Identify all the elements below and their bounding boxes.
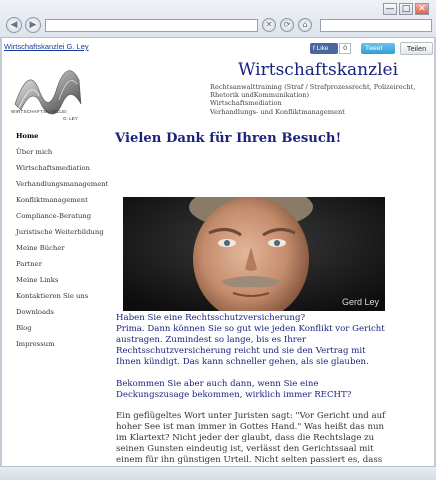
intro-paragraph [116,313,416,368]
browser-search-input[interactable] [320,19,432,32]
text-line: Bekommen Sie aber auch dann, wenn Sie eine [116,379,319,389]
text-line: Haben Sie eine Rechtsschutzversicherung? [116,313,306,323]
sidebar-item-wirtschaftsmediation[interactable]: Wirtschaftsmediation [16,164,90,172]
minimize-icon[interactable]: — [383,3,397,15]
share-button[interactable]: Teilen [400,42,433,55]
site-link[interactable]: Wirtschaftskanzlei G. Ley [4,42,89,51]
sidebar-item-meine-buecher[interactable]: Meine Bücher [16,244,65,252]
header-services [210,83,430,116]
sidebar-item-downloads[interactable]: Downloads [16,308,54,316]
text-line: im Klartext? Nicht jeder der glaubt, dass die Rechtslage zu [116,433,375,443]
text-line: Rechtsschutzversicherung reicht und sie den Vertrag mit [116,346,366,356]
header-line: Rechtsanwalttraining (Straf / Strafprozessrecht, Polizeirecht, [210,83,416,91]
text-line: einem für ihn günstigen Urteil. Nicht selten passiert es, dass [116,455,383,465]
page-title: Vielen Dank für Ihren Besuch! [115,131,342,146]
body-paragraph [116,411,416,466]
company-logo[interactable] [9,60,89,128]
forward-icon[interactable]: ▶ [25,17,41,33]
sidebar-item-verhandlungsmanagement[interactable]: Verhandlungsmanagement [16,180,109,188]
tweet-button[interactable]: Tweet [361,43,395,54]
site-title: Wirtschaftskanzlei [238,60,399,80]
text-line: Ihnen kündigt. Das kann schneller gehen, als sie glauben. [116,357,369,367]
portrait-image [123,197,385,311]
facebook-like-button[interactable]: f Like [310,43,338,54]
maximize-icon[interactable]: □ [399,3,413,15]
portrait-photo [123,197,385,311]
photo-caption: Gerd Ley [341,297,379,307]
refresh-icon[interactable]: ⟳ [280,18,294,32]
logo-text: WIRTSCHAFTSKANZLEI [11,109,67,114]
header-line: Rhetorik undKommunikation) [210,91,310,100]
header-line: Verhandlungs- und Konfliktmanagement [210,107,345,116]
sidebar-item-home[interactable]: Home [16,132,39,140]
sidebar-item-ueber-mich[interactable]: Über mich [16,148,53,156]
text-line: seinen Gunsten eindeutig ist, verlässt den Gerichtssaal mit [116,444,374,454]
window-frame-left [0,38,2,468]
status-bar [0,466,436,480]
facebook-like-count: 0 [339,43,351,54]
back-icon[interactable]: ◀ [6,17,22,33]
close-window-icon[interactable]: ✕ [415,3,429,15]
logo-text-2: G. LEY [63,116,78,121]
text-line: austragen. Zumindest so lange, bis es Ihrer [116,335,307,345]
question-paragraph [116,379,416,401]
browser-toolbar [0,0,436,38]
text-line: Deckungszusage bekommen, wirklich immer RECHT? [116,390,352,400]
home-icon[interactable]: ⌂ [298,18,312,32]
text-line: hoher See ist man immer in Gottes Hand." Was heißt das nun [116,422,385,432]
stop-icon[interactable]: ✕ [262,18,276,32]
sidebar-item-compliance-beratung[interactable]: Compliance-Beratung [16,212,92,220]
sidebar-item-partner[interactable]: Partner [16,260,42,268]
sidebar-item-konfliktmanagement[interactable]: Konfliktmanagement [16,196,88,204]
sidebar-item-juristische-weiterbildung[interactable]: Juristische Weiterbildung [16,228,104,236]
address-bar[interactable] [45,19,258,32]
text-line: Prima. Dann können Sie so gut wie jeden Konflikt vor Gericht [116,324,385,334]
header-line: Wirtschaftsmediation [210,99,282,108]
text-line: Ein geflügeltes Wort unter Juristen sagt: "Vor Gericht und auf [116,411,386,421]
sidebar-item-kontakt[interactable]: Kontaktieren Sie uns [16,292,89,300]
sidebar-item-blog[interactable]: Blog [16,324,32,332]
sidebar-item-meine-links[interactable]: Meine Links [16,276,59,284]
sidebar-item-impressum[interactable]: Impressum [16,340,55,348]
